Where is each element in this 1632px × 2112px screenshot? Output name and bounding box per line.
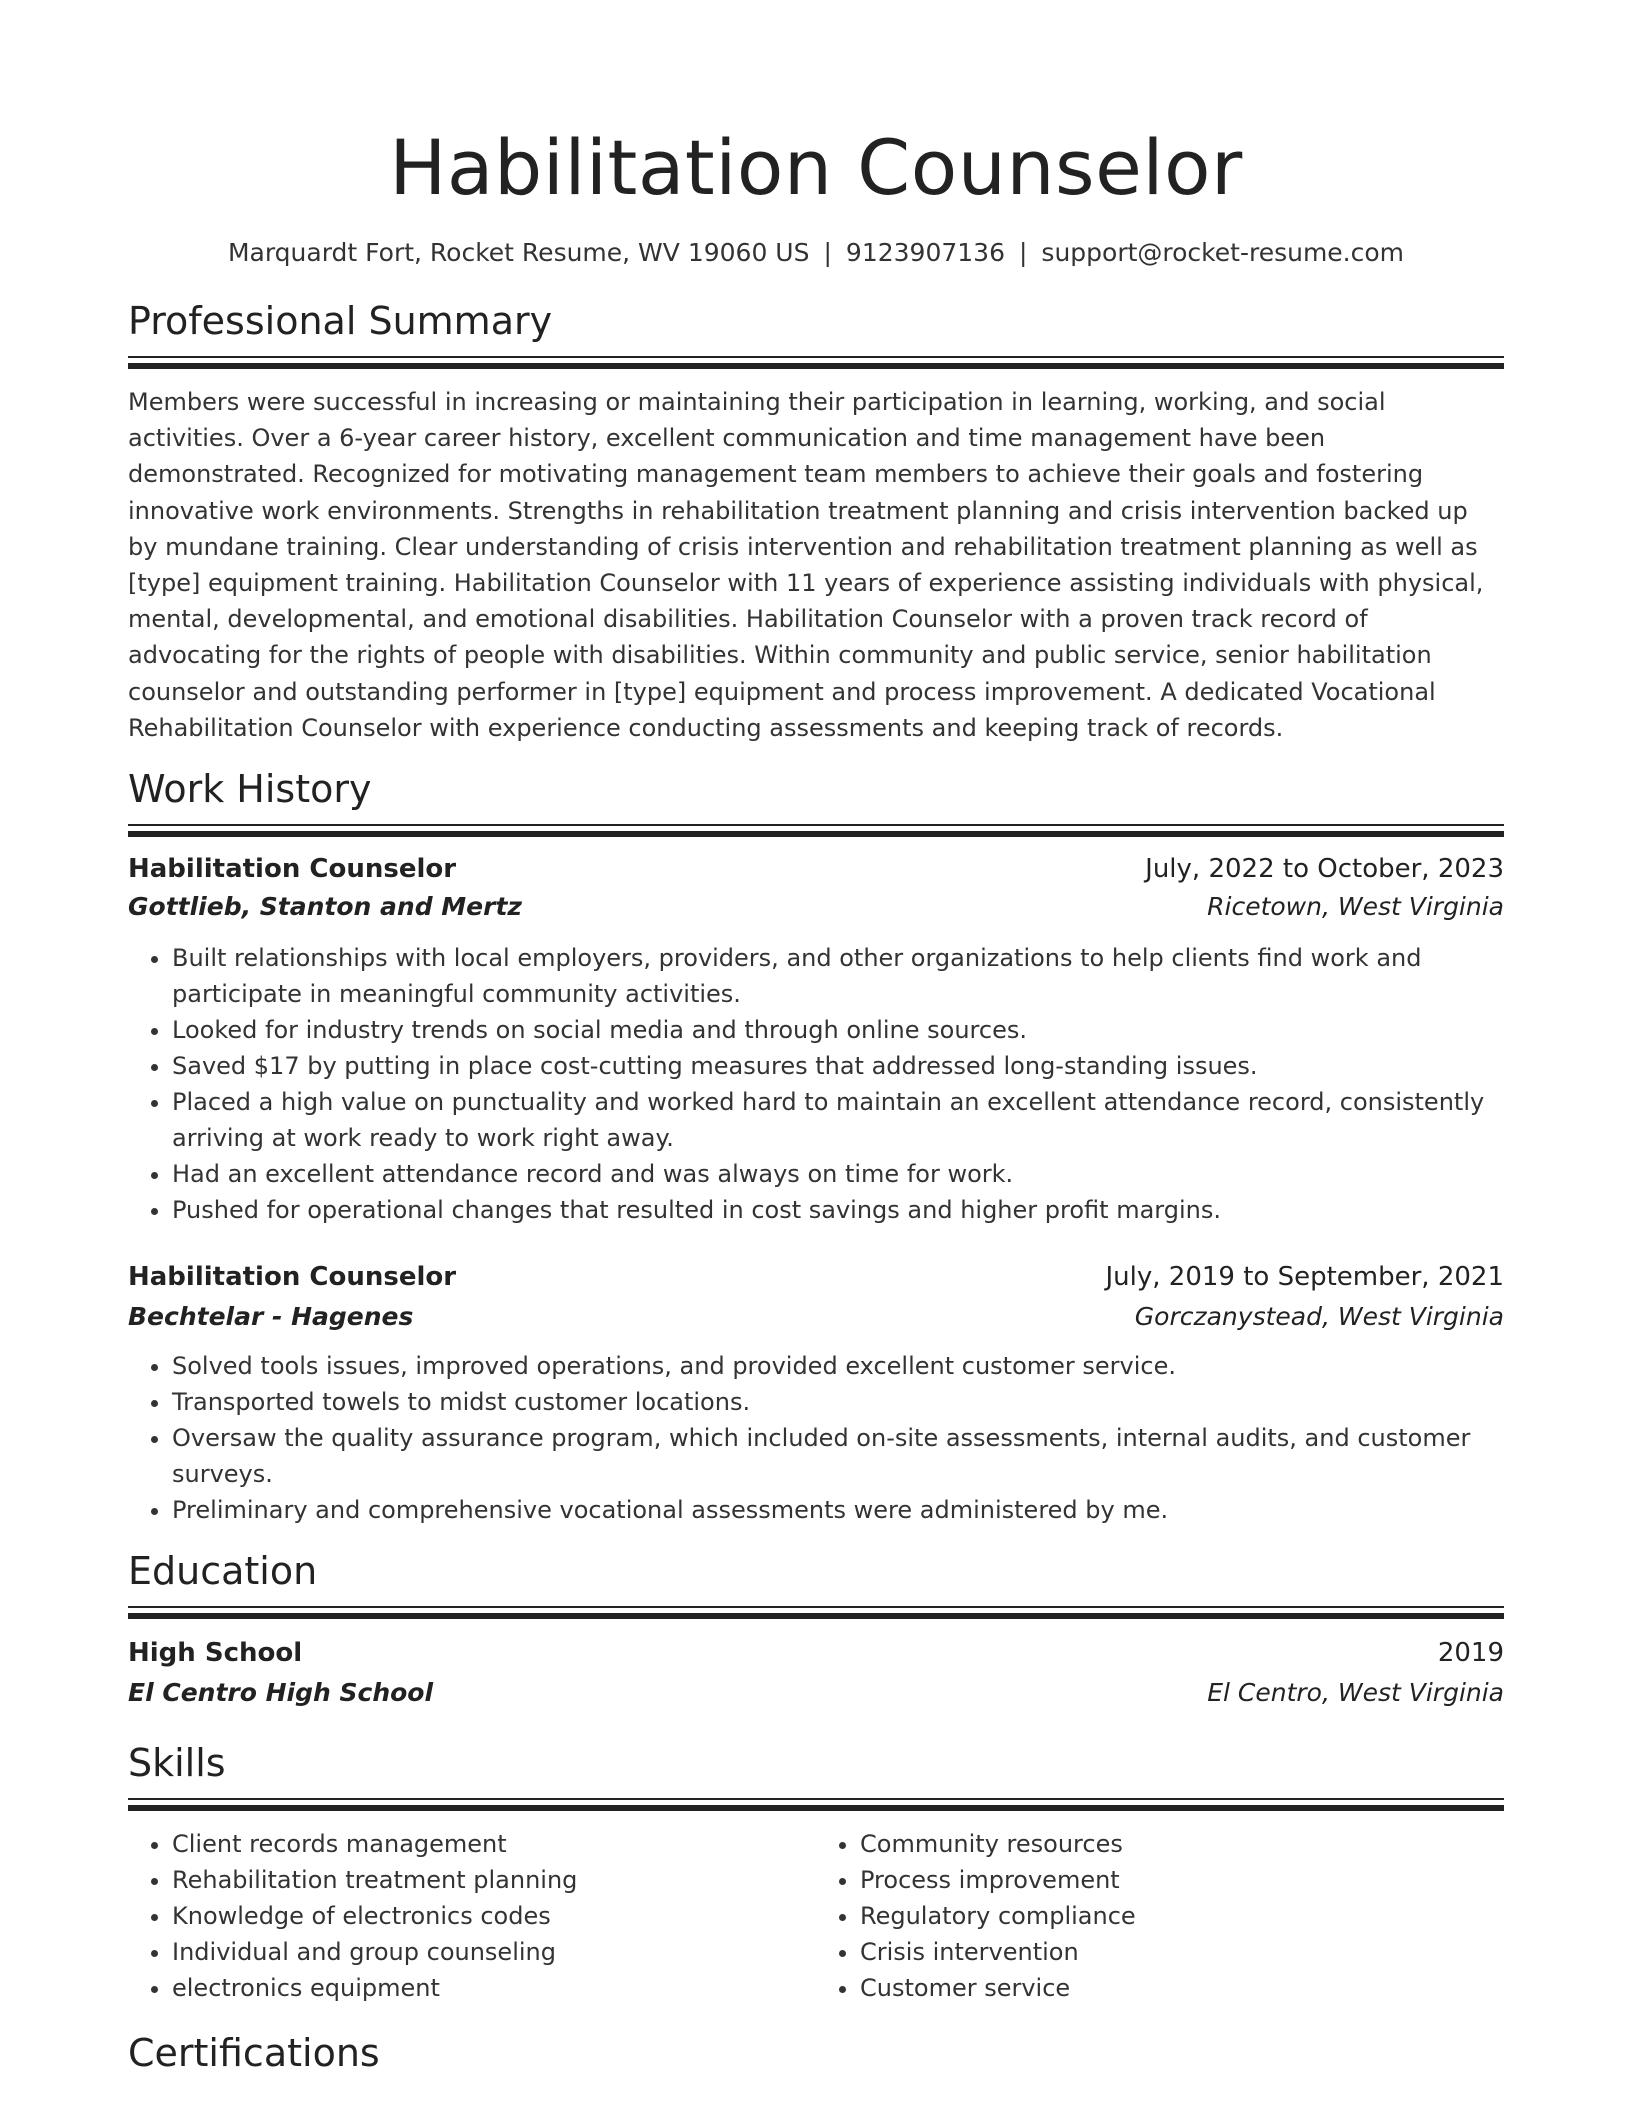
- section-divider: [128, 356, 1504, 370]
- job-location: Ricetown, West Virginia: [1207, 892, 1504, 922]
- education-school: El Centro High School: [128, 1678, 434, 1708]
- job-header: [128, 1258, 1504, 1296]
- education-subheader: [128, 1674, 1504, 1712]
- list-item: • Preliminary and comprehensive vocational assessments were administered by me.: [172, 1492, 1504, 1528]
- list-item: • Solved tools issues, improved operations, and provided excellent customer service.: [172, 1348, 1504, 1384]
- list-item: • Knowledge of electronics codes: [172, 1898, 816, 1934]
- summary-text: Members were successful in increasing or maintaining their participation in learning, working, and social activities. Over a 6-year career history, excellent communication and time management have been demonstrated. Recognized for motivating management team members to achieve their goals and fostering innovative work environments. Strengths in rehabilitation treatment planning and crisis intervention backed up by mundane training. Clear understanding of crisis intervention and rehabilitation treatment planning as well as [type] equipment training. Habilitation Counselor with 11 years of experience assisting individuals with physical, mental, developmental, and emotional disabilities. Habilitation Counselor with a proven track record of advocating for the rights of people with disabilities. Within community and public service, senior habilitation counselor and outstanding performer in [type] equipment and process improvement. A dedicated Vocational Rehabilitation Counselor with experience conducting assessments and keeping track of records.: [128, 388, 1484, 742]
- skills-section: [128, 1738, 1504, 2006]
- education-year: 2019: [1437, 1638, 1504, 1669]
- contact-separator: |: [1018, 238, 1028, 267]
- education-degree: High School: [128, 1638, 303, 1669]
- contact-email: support@rocket-resume.com: [1041, 238, 1405, 267]
- list-item: • Looked for industry trends on social media and through online sources.: [172, 1012, 1504, 1048]
- contact-phone: 9123907136: [845, 238, 1005, 267]
- list-item: • Oversaw the quality assurance program, which included on-site assessments, internal audits, and customer surveys.: [172, 1420, 1504, 1492]
- list-item: • Had an excellent attendance record and was always on time for work.: [172, 1156, 1504, 1192]
- contact-address: Marquardt Fort, Rocket Resume, WV 19060 US: [227, 238, 810, 267]
- list-item: • Customer service: [860, 1970, 1504, 2006]
- work-history-section: [128, 764, 1504, 1528]
- job-subheader: [128, 888, 1504, 926]
- section-heading-education: Education: [128, 1549, 318, 1594]
- list-item: • Individual and group counseling: [172, 1934, 816, 1970]
- list-item: • Placed a high value on punctuality and worked hard to maintain an excellent attendance record, consistently arriving at work ready to work right away.: [172, 1084, 1504, 1156]
- contact-separator: |: [823, 238, 832, 267]
- job-entry: [128, 850, 1504, 1228]
- section-heading-certifications: Certifications: [128, 2031, 380, 2076]
- list-item: • Community resources: [860, 1826, 1504, 1862]
- section-heading-summary: Professional Summary: [128, 299, 553, 343]
- list-item: • Saved $17 by putting in place cost-cutting measures that addressed long-standing issues.: [172, 1048, 1504, 1084]
- education-location: El Centro, West Virginia: [1207, 1678, 1504, 1708]
- list-item: • Crisis intervention: [860, 1934, 1504, 1970]
- job-role: Habilitation Counselor: [128, 854, 457, 885]
- list-item: • Process improvement: [860, 1862, 1504, 1898]
- section-heading-work-history: Work History: [128, 767, 372, 812]
- section-divider: [128, 824, 1504, 838]
- list-item: • electronics equipment: [172, 1970, 816, 2006]
- job-company: Gottlieb, Stanton and Mertz: [128, 892, 522, 922]
- skills-list-left: [128, 1826, 816, 2006]
- job-role: Habilitation Counselor: [128, 1262, 457, 1293]
- list-item: • Transported towels to midst customer locations.: [172, 1384, 1504, 1420]
- job-subheader: [128, 1298, 1504, 1336]
- list-item: • Rehabilitation treatment planning: [172, 1862, 816, 1898]
- certifications-section: [128, 2028, 1504, 2078]
- job-bullets: [128, 1348, 1504, 1528]
- skills-columns: [128, 1826, 1504, 2006]
- resume-page: [128, 0, 1504, 2078]
- skills-list-right: [816, 1826, 1504, 2006]
- job-dates: July, 2019 to September, 2021: [1105, 1262, 1504, 1293]
- education-header: [128, 1634, 1504, 1672]
- job-location: Gorczanystead, West Virginia: [1134, 1302, 1504, 1332]
- education-section: [128, 1546, 1504, 1712]
- list-item: • Regulatory compliance: [860, 1898, 1504, 1934]
- list-item: • Built relationships with local employers, providers, and other organizations to help clients find work and participate in meaningful community activities.: [172, 940, 1504, 1012]
- job-header: [128, 850, 1504, 888]
- summary-section: [128, 296, 1504, 746]
- job-bullets: [128, 940, 1504, 1228]
- contact-line: [128, 236, 1504, 270]
- list-item: • Client records management: [172, 1826, 816, 1862]
- section-divider: [128, 1798, 1504, 1812]
- list-item: • Pushed for operational changes that resulted in cost savings and higher profit margins.: [172, 1192, 1504, 1228]
- job-dates: July, 2022 to October, 2023: [1145, 854, 1504, 885]
- page-title: Habilitation Counselor: [389, 123, 1243, 212]
- job-entry: [128, 1258, 1504, 1528]
- job-company: Bechtelar - Hagenes: [128, 1302, 414, 1332]
- section-divider: [128, 1606, 1504, 1620]
- section-heading-skills: Skills: [128, 1741, 226, 1786]
